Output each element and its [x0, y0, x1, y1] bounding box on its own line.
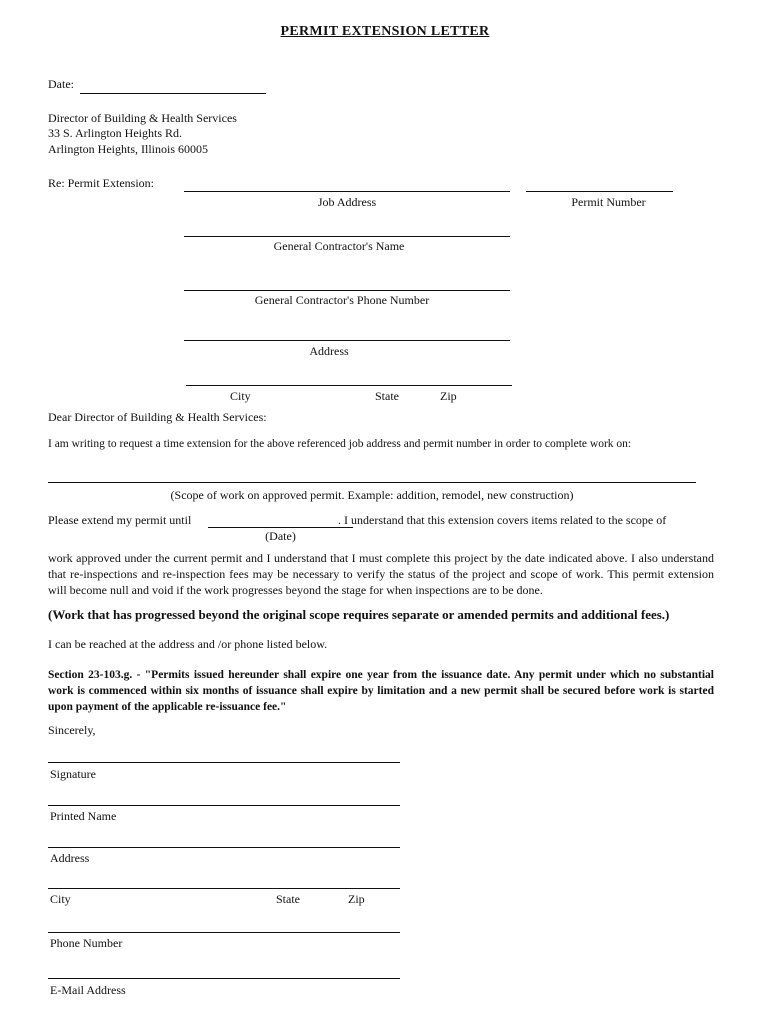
recipient-line-2: 33 S. Arlington Heights Rd.: [48, 126, 183, 140]
extend-text-after: . I understand that this extension covers items related to the scope of: [338, 513, 667, 527]
signature-line[interactable]: [48, 762, 400, 763]
page-title: PERMIT EXTENSION LETTER: [280, 24, 490, 39]
date-field-line[interactable]: [80, 93, 266, 94]
recipient-line-1: Director of Building & Health Services: [48, 111, 237, 125]
city-caption: City: [230, 389, 251, 403]
signer-address-line[interactable]: [48, 847, 400, 848]
body-paragraph: work approved under the current permit and I understand that I must complete this project by the date indicated above. I also understand that re-inspections and re-inspection fees may be necessary to verify the status of the project and scope of work. This permit extension will become null and void if the work progresses beyond the stage for when inspections are to be done.: [48, 551, 714, 597]
closing: Sincerely,: [48, 723, 96, 737]
gc-name-caption: General Contractor's Name: [273, 239, 405, 253]
extend-text-before: Please extend my permit until: [48, 513, 192, 527]
phone-number-line[interactable]: [48, 932, 400, 933]
permit-number-caption: Permit Number: [571, 195, 646, 209]
email-line[interactable]: [48, 978, 400, 979]
section-text: Section 23-103.g. - "Permits issued hereunder shall expire one year from the issuance date. Any permit under which no substantial work is commenced within six months of issuance shall expire by limitation and a new permit shall be secured before work is started upon payment of the applicable re-issuance fee.": [48, 669, 714, 713]
gc-phone-caption: General Contractor's Phone Number: [254, 293, 430, 307]
state-caption: State: [375, 389, 399, 403]
signer-state-caption: State: [276, 892, 300, 906]
contact-line: I can be reached at the address and /or phone listed below.: [48, 637, 328, 651]
extend-date-line[interactable]: [208, 527, 353, 528]
job-address-caption: Job Address: [317, 195, 377, 209]
signer-city-caption: City: [50, 892, 71, 906]
gc-name-line[interactable]: [184, 236, 510, 237]
recipient-line-3: Arlington Heights, Illinois 60005: [48, 142, 208, 156]
address-caption: Address: [309, 344, 349, 358]
re-label: Re: Permit Extension:: [48, 176, 154, 190]
email-caption: E-Mail Address: [50, 983, 126, 997]
request-text: I am writing to request a time extension for the above referenced job address and permit number in order to complete work on:: [48, 438, 632, 450]
signer-zip-caption: Zip: [348, 892, 365, 906]
date-label: Date:: [48, 77, 74, 91]
job-address-line[interactable]: [184, 191, 510, 192]
printed-name-line[interactable]: [48, 805, 400, 806]
permit-number-line[interactable]: [526, 191, 673, 192]
phone-number-caption: Phone Number: [50, 936, 123, 950]
address-line[interactable]: [184, 340, 510, 341]
scope-of-work-line[interactable]: [48, 482, 696, 483]
gc-phone-line[interactable]: [184, 290, 510, 291]
salutation: Dear Director of Building & Health Services:: [48, 410, 267, 424]
scope-notice: (Work that has progressed beyond the original scope requires separate or amended permits and additional fees.): [48, 607, 670, 622]
signer-city-state-zip-line[interactable]: [48, 888, 400, 889]
signer-address-caption: Address: [50, 851, 90, 865]
scope-caption: (Scope of work on approved permit. Example: addition, remodel, new construction): [170, 488, 574, 502]
signature-caption: Signature: [50, 767, 96, 781]
city-state-zip-line[interactable]: [186, 385, 512, 386]
extend-date-caption: (Date): [265, 529, 296, 543]
zip-caption: Zip: [440, 389, 457, 403]
printed-name-caption: Printed Name: [50, 809, 117, 823]
